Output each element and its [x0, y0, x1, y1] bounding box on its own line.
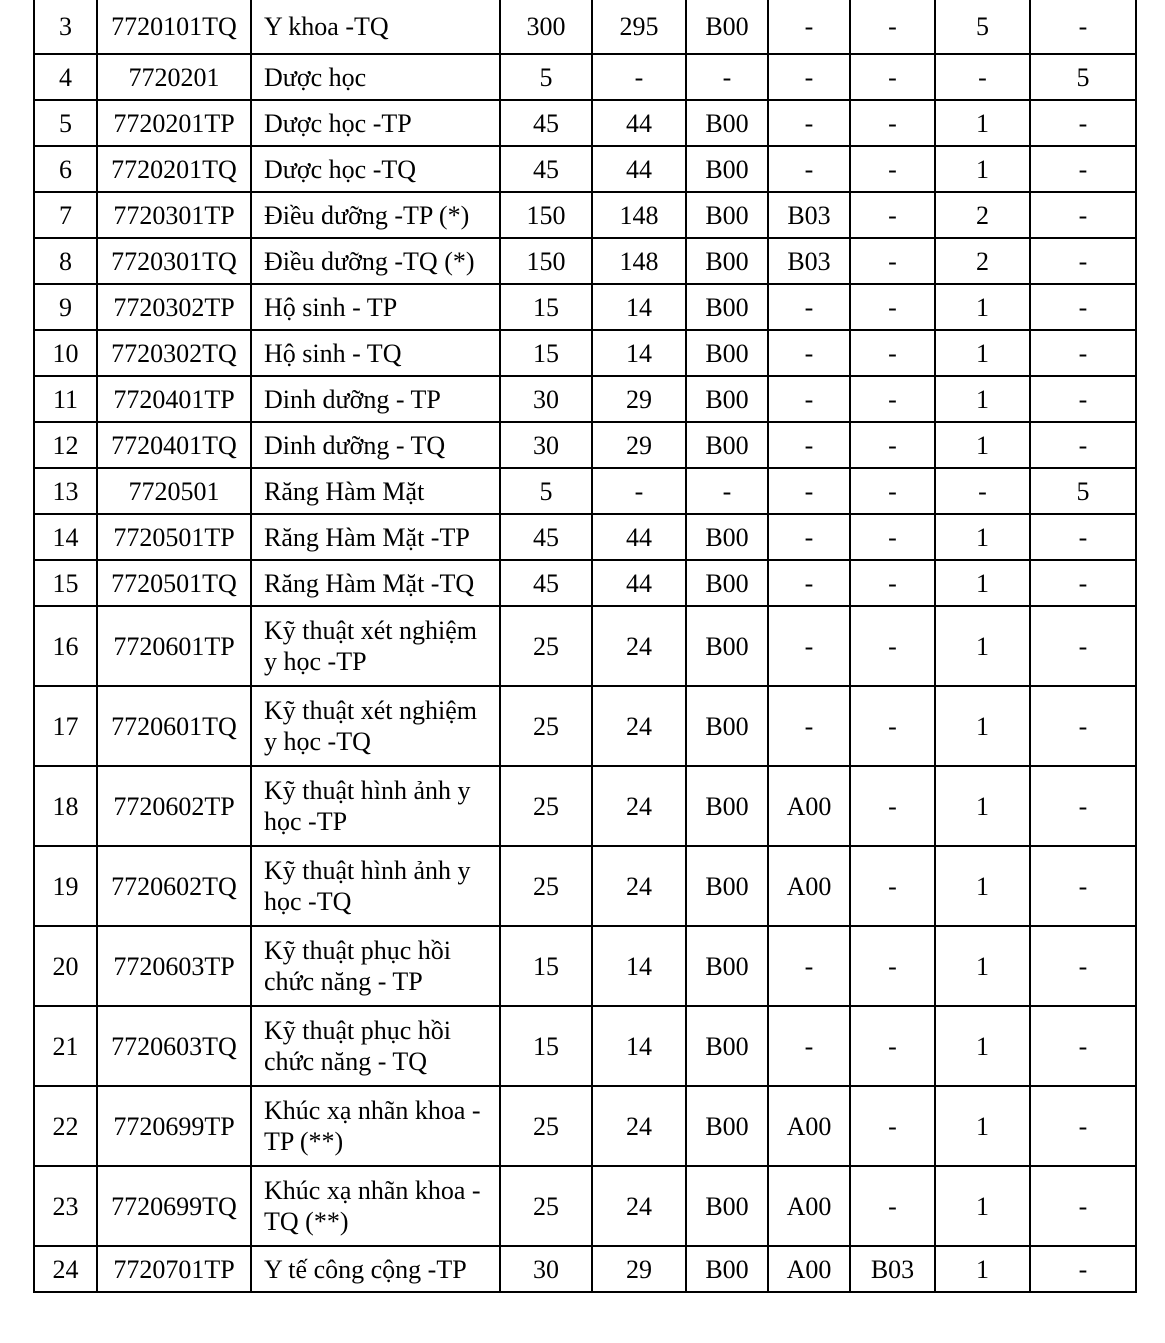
extra-quota-cell: - [1030, 606, 1136, 686]
program-code-cell: 7720701TP [97, 1246, 251, 1292]
program-name-cell: Kỹ thuật xét nghiệm y học -TP [251, 606, 500, 686]
subject-group-3-cell: - [850, 422, 935, 468]
table-row [34, 926, 1136, 1006]
extra-quota-cell: - [1030, 0, 1136, 54]
exam-quota-cell: 44 [592, 100, 686, 146]
row-number-cell: 3 [34, 0, 97, 54]
subject-group-3-cell: - [850, 238, 935, 284]
row-number-cell: 12 [34, 422, 97, 468]
quota-cell: 25 [500, 686, 592, 766]
subject-group-2-cell: - [768, 560, 850, 606]
quota-cell: 25 [500, 766, 592, 846]
subject-group-2-cell: A00 [768, 1166, 850, 1246]
program-name-cell: Kỹ thuật hình ảnh y học -TQ [251, 846, 500, 926]
row-number-cell: 21 [34, 1006, 97, 1086]
exam-quota-cell: 24 [592, 766, 686, 846]
table-row [34, 1086, 1136, 1166]
row-number-cell: 5 [34, 100, 97, 146]
subject-group-1-cell: B00 [686, 238, 768, 284]
subject-group-1-cell: B00 [686, 100, 768, 146]
subject-group-2-cell: - [768, 468, 850, 514]
other-quota-cell: 5 [935, 0, 1030, 54]
program-code-cell: 7720301TQ [97, 238, 251, 284]
subject-group-2-cell: - [768, 54, 850, 100]
exam-quota-cell: 24 [592, 1166, 686, 1246]
subject-group-1-cell: - [686, 468, 768, 514]
program-code-cell: 7720302TP [97, 284, 251, 330]
extra-quota-cell: - [1030, 846, 1136, 926]
quota-cell: 15 [500, 330, 592, 376]
subject-group-2-cell: - [768, 422, 850, 468]
row-number-cell: 10 [34, 330, 97, 376]
extra-quota-cell: - [1030, 560, 1136, 606]
subject-group-2-cell: B03 [768, 192, 850, 238]
program-name-cell: Khúc xạ nhãn khoa - TQ (**) [251, 1166, 500, 1246]
subject-group-1-cell: B00 [686, 514, 768, 560]
program-code-cell: 7720601TP [97, 606, 251, 686]
extra-quota-cell: - [1030, 1006, 1136, 1086]
subject-group-2-cell: - [768, 926, 850, 1006]
exam-quota-cell: 44 [592, 514, 686, 560]
subject-group-2-cell: - [768, 1006, 850, 1086]
subject-group-3-cell: - [850, 0, 935, 54]
other-quota-cell: 1 [935, 330, 1030, 376]
subject-group-1-cell: B00 [686, 926, 768, 1006]
program-name-cell: Răng Hàm Mặt -TP [251, 514, 500, 560]
quota-cell: 5 [500, 468, 592, 514]
quota-cell: 45 [500, 100, 592, 146]
quota-cell: 30 [500, 422, 592, 468]
table-row [34, 54, 1136, 100]
extra-quota-cell: - [1030, 422, 1136, 468]
exam-quota-cell: 148 [592, 238, 686, 284]
subject-group-1-cell: - [686, 54, 768, 100]
row-number-cell: 7 [34, 192, 97, 238]
row-number-cell: 9 [34, 284, 97, 330]
other-quota-cell: 2 [935, 192, 1030, 238]
subject-group-1-cell: B00 [686, 686, 768, 766]
program-code-cell: 7720501 [97, 468, 251, 514]
table-row [34, 422, 1136, 468]
table-row [34, 376, 1136, 422]
program-name-cell: Hộ sinh - TP [251, 284, 500, 330]
row-number-cell: 4 [34, 54, 97, 100]
row-number-cell: 15 [34, 560, 97, 606]
program-name-cell: Răng Hàm Mặt -TQ [251, 560, 500, 606]
quota-cell: 15 [500, 1006, 592, 1086]
extra-quota-cell: 5 [1030, 468, 1136, 514]
extra-quota-cell: - [1030, 1086, 1136, 1166]
program-code-cell: 7720301TP [97, 192, 251, 238]
program-name-cell: Khúc xạ nhãn khoa - TP (**) [251, 1086, 500, 1166]
program-name-cell: Điều dưỡng -TQ (*) [251, 238, 500, 284]
program-name-cell: Điều dưỡng -TP (*) [251, 192, 500, 238]
subject-group-3-cell: - [850, 468, 935, 514]
program-name-cell: Kỹ thuật phục hồi chức năng - TP [251, 926, 500, 1006]
subject-group-1-cell: B00 [686, 330, 768, 376]
other-quota-cell: 1 [935, 1246, 1030, 1292]
subject-group-3-cell: - [850, 926, 935, 1006]
quota-cell: 25 [500, 606, 592, 686]
quota-cell: 45 [500, 146, 592, 192]
subject-group-2-cell: A00 [768, 1086, 850, 1166]
table-row [34, 284, 1136, 330]
program-code-cell: 7720603TQ [97, 1006, 251, 1086]
subject-group-1-cell: B00 [686, 560, 768, 606]
subject-group-1-cell: B00 [686, 284, 768, 330]
quota-cell: 300 [500, 0, 592, 54]
exam-quota-cell: 295 [592, 0, 686, 54]
subject-group-1-cell: B00 [686, 766, 768, 846]
program-name-cell: Dược học -TP [251, 100, 500, 146]
extra-quota-cell: - [1030, 284, 1136, 330]
subject-group-2-cell: - [768, 284, 850, 330]
program-code-cell: 7720201 [97, 54, 251, 100]
subject-group-2-cell: - [768, 686, 850, 766]
other-quota-cell: 1 [935, 686, 1030, 766]
subject-group-1-cell: B00 [686, 422, 768, 468]
quota-cell: 45 [500, 560, 592, 606]
program-name-cell: Dược học [251, 54, 500, 100]
other-quota-cell: 1 [935, 766, 1030, 846]
row-number-cell: 6 [34, 146, 97, 192]
subject-group-1-cell: B00 [686, 1086, 768, 1166]
row-number-cell: 17 [34, 686, 97, 766]
subject-group-2-cell: A00 [768, 1246, 850, 1292]
subject-group-1-cell: B00 [686, 606, 768, 686]
subject-group-3-cell: - [850, 376, 935, 422]
exam-quota-cell: 44 [592, 560, 686, 606]
program-code-cell: 7720401TP [97, 376, 251, 422]
exam-quota-cell: 24 [592, 846, 686, 926]
row-number-cell: 18 [34, 766, 97, 846]
other-quota-cell: - [935, 54, 1030, 100]
other-quota-cell: 1 [935, 514, 1030, 560]
program-name-cell: Kỹ thuật xét nghiệm y học -TQ [251, 686, 500, 766]
subject-group-2-cell: - [768, 330, 850, 376]
other-quota-cell: 1 [935, 1086, 1030, 1166]
row-number-cell: 11 [34, 376, 97, 422]
subject-group-3-cell: - [850, 192, 935, 238]
program-name-cell: Kỹ thuật phục hồi chức năng - TQ [251, 1006, 500, 1086]
quota-cell: 15 [500, 284, 592, 330]
program-code-cell: 7720501TQ [97, 560, 251, 606]
exam-quota-cell: 29 [592, 422, 686, 468]
subject-group-1-cell: B00 [686, 1006, 768, 1086]
program-code-cell: 7720603TP [97, 926, 251, 1006]
extra-quota-cell: - [1030, 514, 1136, 560]
extra-quota-cell: 5 [1030, 54, 1136, 100]
extra-quota-cell: - [1030, 192, 1136, 238]
program-code-cell: 7720501TP [97, 514, 251, 560]
extra-quota-cell: - [1030, 146, 1136, 192]
subject-group-3-cell: - [850, 606, 935, 686]
row-number-cell: 24 [34, 1246, 97, 1292]
table-row [34, 468, 1136, 514]
table-row [34, 100, 1136, 146]
exam-quota-cell: 14 [592, 284, 686, 330]
table-row [34, 514, 1136, 560]
table-row [34, 0, 1136, 54]
subject-group-1-cell: B00 [686, 1166, 768, 1246]
subject-group-2-cell: A00 [768, 766, 850, 846]
program-name-cell: Y khoa -TQ [251, 0, 500, 54]
table-row [34, 238, 1136, 284]
other-quota-cell: 2 [935, 238, 1030, 284]
table-row [34, 1006, 1136, 1086]
exam-quota-cell: 24 [592, 686, 686, 766]
table-row [34, 846, 1136, 926]
exam-quota-cell: 24 [592, 1086, 686, 1166]
other-quota-cell: 1 [935, 606, 1030, 686]
other-quota-cell: 1 [935, 1166, 1030, 1246]
extra-quota-cell: - [1030, 238, 1136, 284]
subject-group-2-cell: - [768, 376, 850, 422]
other-quota-cell: 1 [935, 846, 1030, 926]
exam-quota-cell: - [592, 54, 686, 100]
table-row [34, 606, 1136, 686]
subject-group-3-cell: - [850, 766, 935, 846]
row-number-cell: 14 [34, 514, 97, 560]
row-number-cell: 22 [34, 1086, 97, 1166]
other-quota-cell: 1 [935, 560, 1030, 606]
program-code-cell: 7720601TQ [97, 686, 251, 766]
quota-cell: 15 [500, 926, 592, 1006]
subject-group-3-cell: - [850, 146, 935, 192]
program-name-cell: Dinh dưỡng - TQ [251, 422, 500, 468]
subject-group-1-cell: B00 [686, 0, 768, 54]
subject-group-3-cell: - [850, 686, 935, 766]
exam-quota-cell: 148 [592, 192, 686, 238]
subject-group-1-cell: B00 [686, 376, 768, 422]
quota-cell: 30 [500, 376, 592, 422]
table-row [34, 766, 1136, 846]
subject-group-1-cell: B00 [686, 146, 768, 192]
program-code-cell: 7720101TQ [97, 0, 251, 54]
program-name-cell: Hộ sinh - TQ [251, 330, 500, 376]
other-quota-cell: 1 [935, 926, 1030, 1006]
extra-quota-cell: - [1030, 686, 1136, 766]
program-name-cell: Kỹ thuật hình ảnh y học -TP [251, 766, 500, 846]
subject-group-3-cell: - [850, 330, 935, 376]
row-number-cell: 20 [34, 926, 97, 1006]
program-code-cell: 7720401TQ [97, 422, 251, 468]
other-quota-cell: 1 [935, 422, 1030, 468]
quota-cell: 25 [500, 1086, 592, 1166]
subject-group-3-cell: - [850, 514, 935, 560]
subject-group-2-cell: - [768, 606, 850, 686]
subject-group-2-cell: A00 [768, 846, 850, 926]
other-quota-cell: 1 [935, 284, 1030, 330]
quota-cell: 5 [500, 54, 592, 100]
quota-cell: 30 [500, 1246, 592, 1292]
exam-quota-cell: 14 [592, 330, 686, 376]
subject-group-3-cell: B03 [850, 1246, 935, 1292]
extra-quota-cell: - [1030, 766, 1136, 846]
extra-quota-cell: - [1030, 1246, 1136, 1292]
admissions-table [33, 0, 1137, 1293]
other-quota-cell: 1 [935, 1006, 1030, 1086]
subject-group-2-cell: - [768, 100, 850, 146]
row-number-cell: 8 [34, 238, 97, 284]
program-code-cell: 7720602TQ [97, 846, 251, 926]
quota-cell: 150 [500, 192, 592, 238]
quota-cell: 25 [500, 846, 592, 926]
extra-quota-cell: - [1030, 376, 1136, 422]
table-row [34, 146, 1136, 192]
exam-quota-cell: 14 [592, 1006, 686, 1086]
program-code-cell: 7720699TQ [97, 1166, 251, 1246]
other-quota-cell: 1 [935, 146, 1030, 192]
program-name-cell: Dược học -TQ [251, 146, 500, 192]
subject-group-1-cell: B00 [686, 846, 768, 926]
subject-group-3-cell: - [850, 560, 935, 606]
subject-group-2-cell: - [768, 146, 850, 192]
exam-quota-cell: 24 [592, 606, 686, 686]
exam-quota-cell: 14 [592, 926, 686, 1006]
subject-group-3-cell: - [850, 100, 935, 146]
extra-quota-cell: - [1030, 1166, 1136, 1246]
subject-group-3-cell: - [850, 284, 935, 330]
subject-group-1-cell: B00 [686, 1246, 768, 1292]
quota-cell: 25 [500, 1166, 592, 1246]
exam-quota-cell: 29 [592, 1246, 686, 1292]
quota-cell: 150 [500, 238, 592, 284]
subject-group-1-cell: B00 [686, 192, 768, 238]
table-row [34, 1246, 1136, 1292]
program-code-cell: 7720302TQ [97, 330, 251, 376]
program-code-cell: 7720201TP [97, 100, 251, 146]
exam-quota-cell: 29 [592, 376, 686, 422]
other-quota-cell: 1 [935, 100, 1030, 146]
program-name-cell: Y tế công cộng -TP [251, 1246, 500, 1292]
extra-quota-cell: - [1030, 100, 1136, 146]
table-body [34, 0, 1136, 1292]
program-name-cell: Răng Hàm Mặt [251, 468, 500, 514]
table-row [34, 686, 1136, 766]
row-number-cell: 13 [34, 468, 97, 514]
subject-group-3-cell: - [850, 54, 935, 100]
table-row [34, 560, 1136, 606]
subject-group-2-cell: - [768, 514, 850, 560]
subject-group-3-cell: - [850, 846, 935, 926]
row-number-cell: 19 [34, 846, 97, 926]
extra-quota-cell: - [1030, 926, 1136, 1006]
program-code-cell: 7720201TQ [97, 146, 251, 192]
table-row [34, 192, 1136, 238]
subject-group-3-cell: - [850, 1006, 935, 1086]
table-row [34, 1166, 1136, 1246]
other-quota-cell: - [935, 468, 1030, 514]
program-code-cell: 7720602TP [97, 766, 251, 846]
exam-quota-cell: - [592, 468, 686, 514]
other-quota-cell: 1 [935, 376, 1030, 422]
subject-group-3-cell: - [850, 1086, 935, 1166]
program-code-cell: 7720699TP [97, 1086, 251, 1166]
subject-group-2-cell: B03 [768, 238, 850, 284]
exam-quota-cell: 44 [592, 146, 686, 192]
extra-quota-cell: - [1030, 330, 1136, 376]
program-name-cell: Dinh dưỡng - TP [251, 376, 500, 422]
row-number-cell: 23 [34, 1166, 97, 1246]
quota-cell: 45 [500, 514, 592, 560]
subject-group-3-cell: - [850, 1166, 935, 1246]
row-number-cell: 16 [34, 606, 97, 686]
subject-group-2-cell: - [768, 0, 850, 54]
table-row [34, 330, 1136, 376]
